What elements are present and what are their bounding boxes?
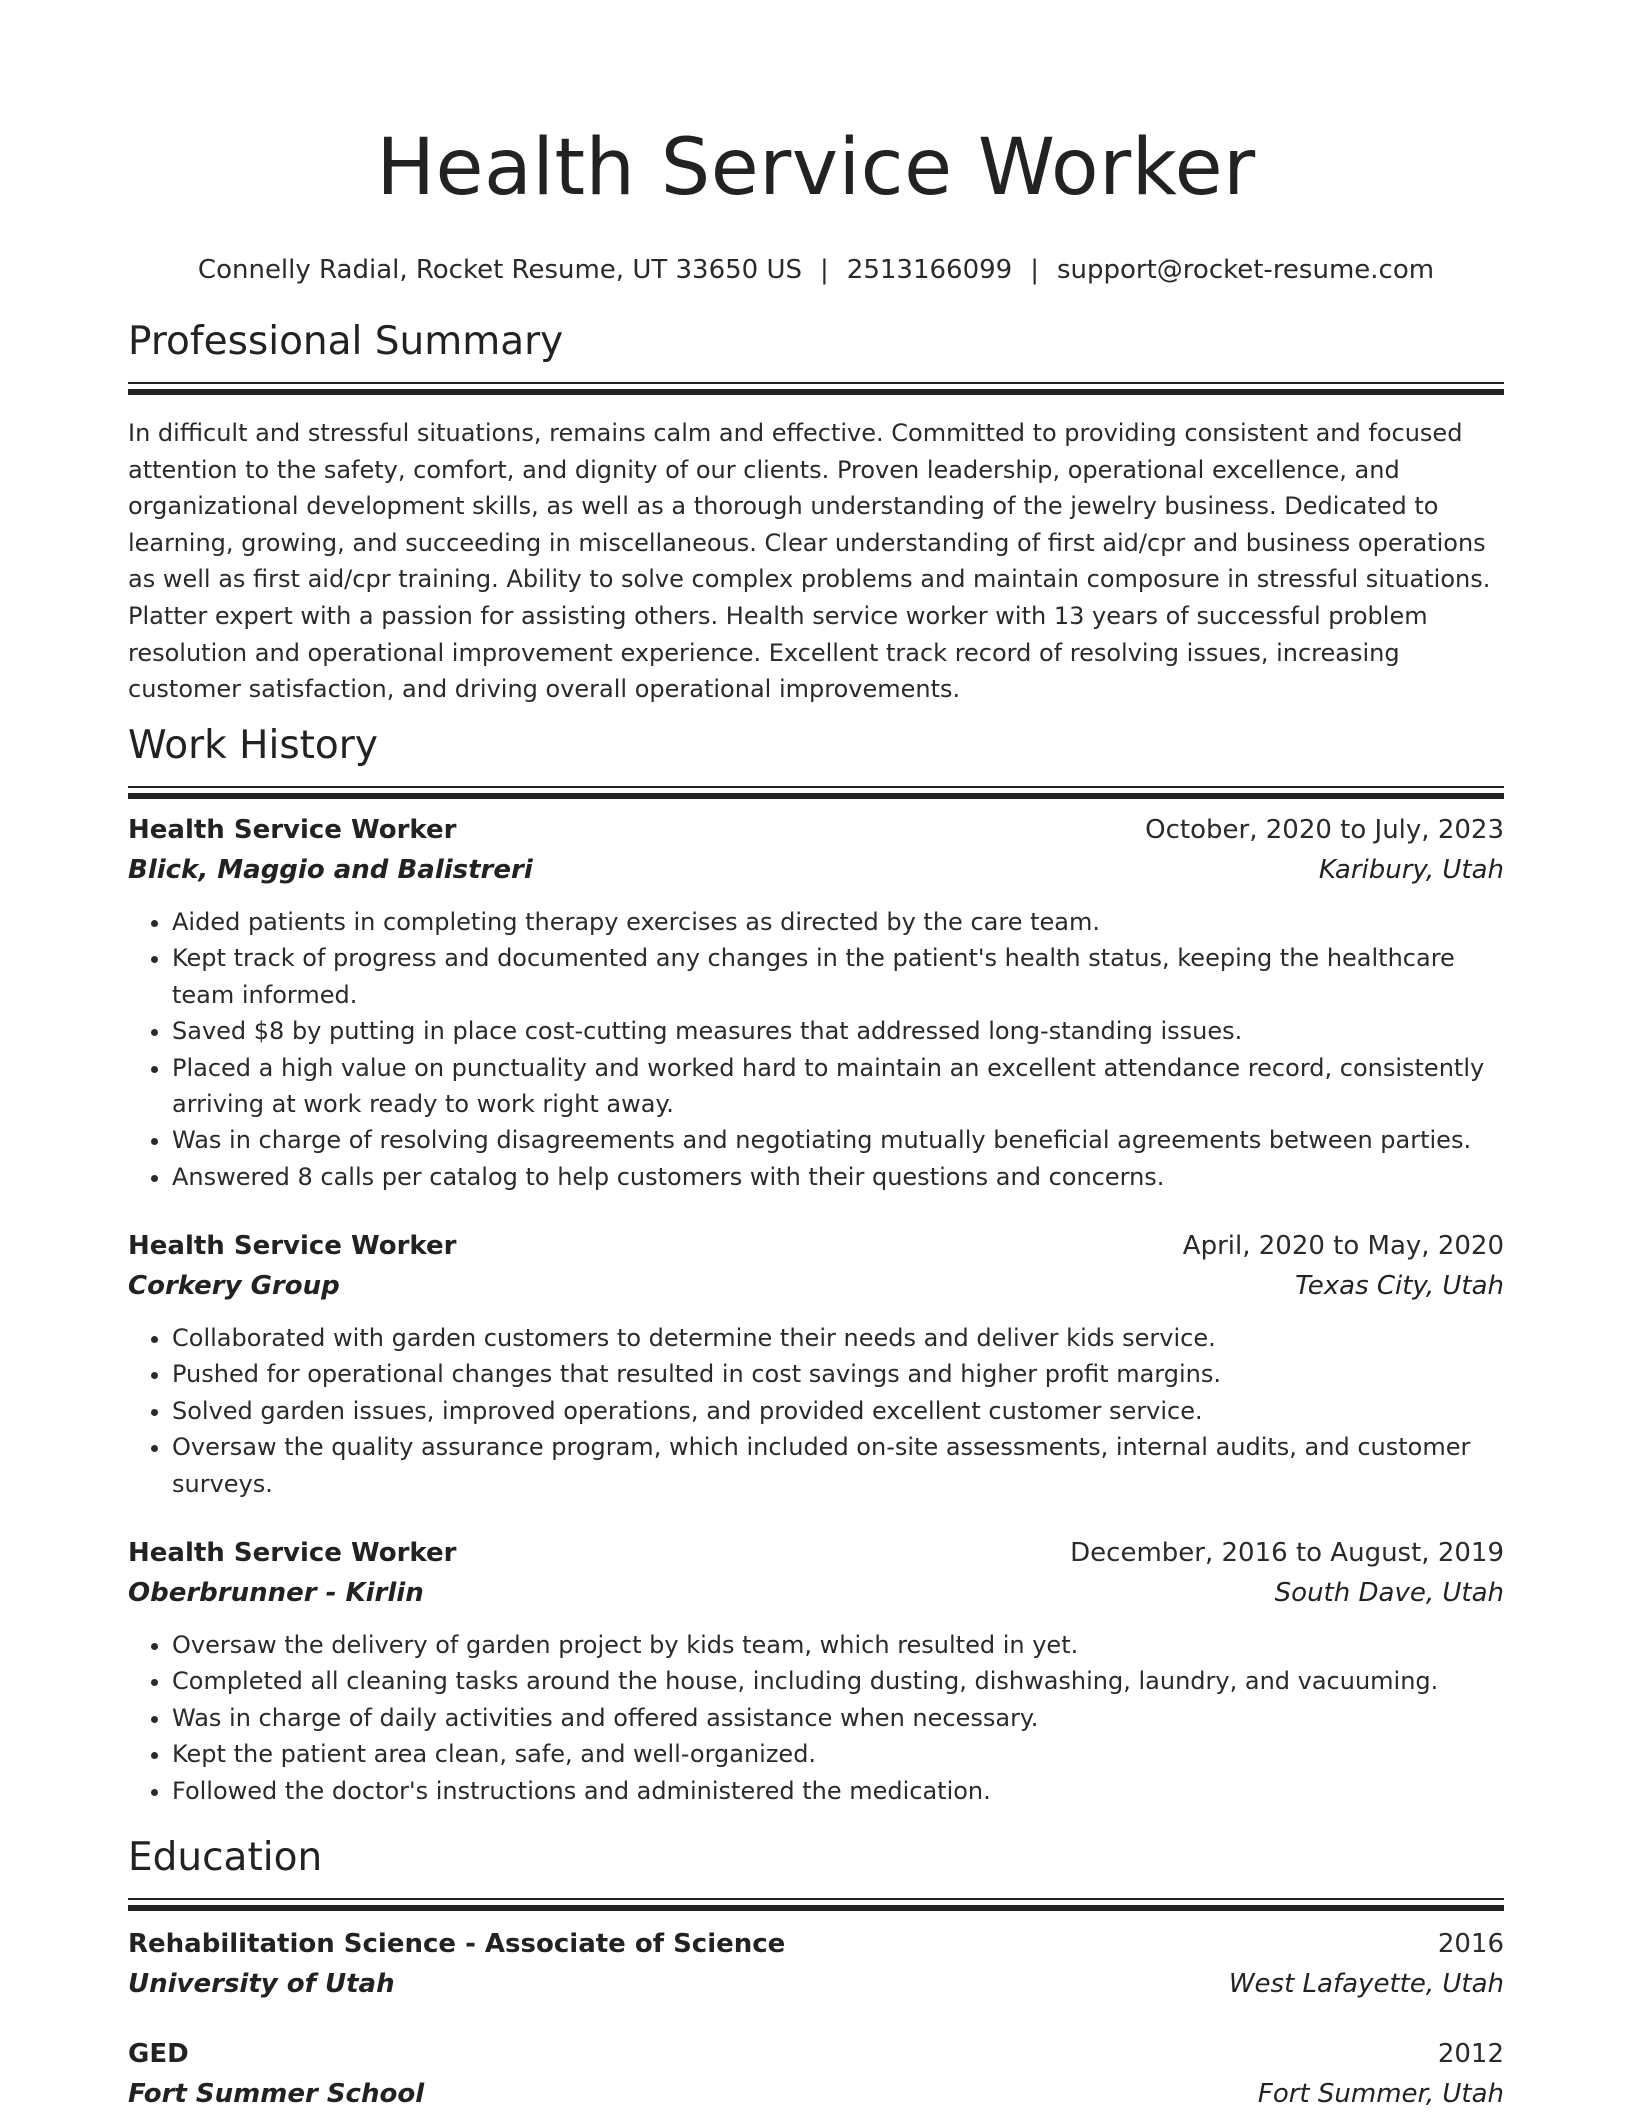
job-location: Karibury, Utah [1318,855,1504,885]
degree: Rehabilitation Science - Associate of Science [128,1929,786,1959]
list-item: • Saved $8 by putting in place cost-cutting measures that addressed long-standing issues. [172,1013,1504,1049]
education-entry [128,1924,1504,2004]
resume-name: Health Service Worker [376,123,1256,213]
job-entry [128,1533,1504,1809]
section-divider [128,1898,1504,1900]
separator: | [1030,255,1039,285]
section-title: Work History [128,723,378,768]
job-title: Health Service Worker [128,1538,457,1568]
job-title: Health Service Worker [128,815,457,845]
job-bullets [128,1320,1504,1502]
job-location: South Dave, Utah [1274,1578,1504,1608]
job-title: Health Service Worker [128,1231,457,1261]
work-history-section [128,722,1504,788]
school-location: Fort Summer, Utah [1257,2079,1504,2109]
list-item: • Oversaw the quality assurance program, which included on-site assessments, internal audits, and customer surveys. [172,1429,1504,1502]
list-item: • Kept track of progress and documented any changes in the patient's health status, keeping the healthcare team informed. [172,940,1504,1013]
graduation-year: 2012 [1437,2039,1504,2069]
phone: 2513166099 [846,255,1013,285]
graduation-year: 2016 [1437,1929,1504,1959]
separator: | [820,255,829,285]
summary-section [128,318,1504,708]
company-name: Blick, Maggio and Balistreri [128,855,533,885]
list-item: • Oversaw the delivery of garden project by kids team, which resulted in yet. [172,1627,1504,1663]
list-item: • Pushed for operational changes that resulted in cost savings and higher profit margins. [172,1356,1504,1392]
job-bullets [128,1627,1504,1809]
education-section [128,1834,1504,1900]
job-dates: October, 2020 to July, 2023 [1145,815,1504,845]
job-location: Texas City, Utah [1295,1271,1504,1301]
list-item: • Aided patients in completing therapy exercises as directed by the care team. [172,904,1504,940]
section-divider [128,382,1504,384]
education-entry [128,2034,1504,2114]
school-name: Fort Summer School [128,2079,425,2109]
list-item: • Placed a high value on punctuality and worked hard to maintain an excellent attendance record, consistently arriving at work ready to work right away. [172,1050,1504,1123]
job-entry [128,810,1504,1195]
job-dates: December, 2016 to August, 2019 [1070,1538,1504,1568]
job-bullets [128,904,1504,1195]
list-item: • Answered 8 calls per catalog to help customers with their questions and concerns. [172,1159,1504,1195]
section-divider [128,786,1504,788]
job-entry [128,1226,1504,1502]
section-title: Education [128,1835,323,1880]
list-item: • Collaborated with garden customers to determine their needs and deliver kids service. [172,1320,1504,1356]
degree: GED [128,2039,189,2069]
section-title: Professional Summary [128,319,564,364]
address: Connelly Radial, Rocket Resume, UT 33650 US [197,255,803,285]
list-item: • Was in charge of resolving disagreements and negotiating mutually beneficial agreements between parties. [172,1122,1504,1158]
list-item: • Followed the doctor's instructions and administered the medication. [172,1773,1504,1809]
school-location: West Lafayette, Utah [1228,1969,1504,1999]
summary-text: In difficult and stressful situations, remains calm and effective. Committed to providing consistent and focused attention to the safety, comfort, and dignity of our clients. Proven leadership, operational excellence, and organizational development skills, as well as a thorough understanding of the jewelry business. Dedicated to learning, growing, and succeeding in miscellaneous. Clear understanding of first aid/cpr and business operations as well as first aid/cpr training. Ability to solve complex problems and maintain composure in stressful situations. Platter expert with a passion for assisting others. Health service worker with 13 years of successful problem resolution and operational improvement experience. Excellent track record of resolving issues, increasing customer satisfaction, and driving overall operational improvements. [128,419,1491,704]
list-item: • Completed all cleaning tasks around the house, including dusting, dishwashing, laundry, and vacuuming. [172,1663,1504,1699]
email: support@rocket-resume.com [1056,255,1435,285]
job-dates: April, 2020 to May, 2020 [1182,1231,1504,1261]
list-item: • Was in charge of daily activities and offered assistance when necessary. [172,1700,1504,1736]
list-item: • Kept the patient area clean, safe, and well-organized. [172,1736,1504,1772]
company-name: Oberbrunner - Kirlin [128,1578,424,1608]
company-name: Corkery Group [128,1271,340,1301]
contact-line [128,252,1504,288]
school-name: University of Utah [128,1969,395,1999]
list-item: • Solved garden issues, improved operations, and provided excellent customer service. [172,1393,1504,1429]
